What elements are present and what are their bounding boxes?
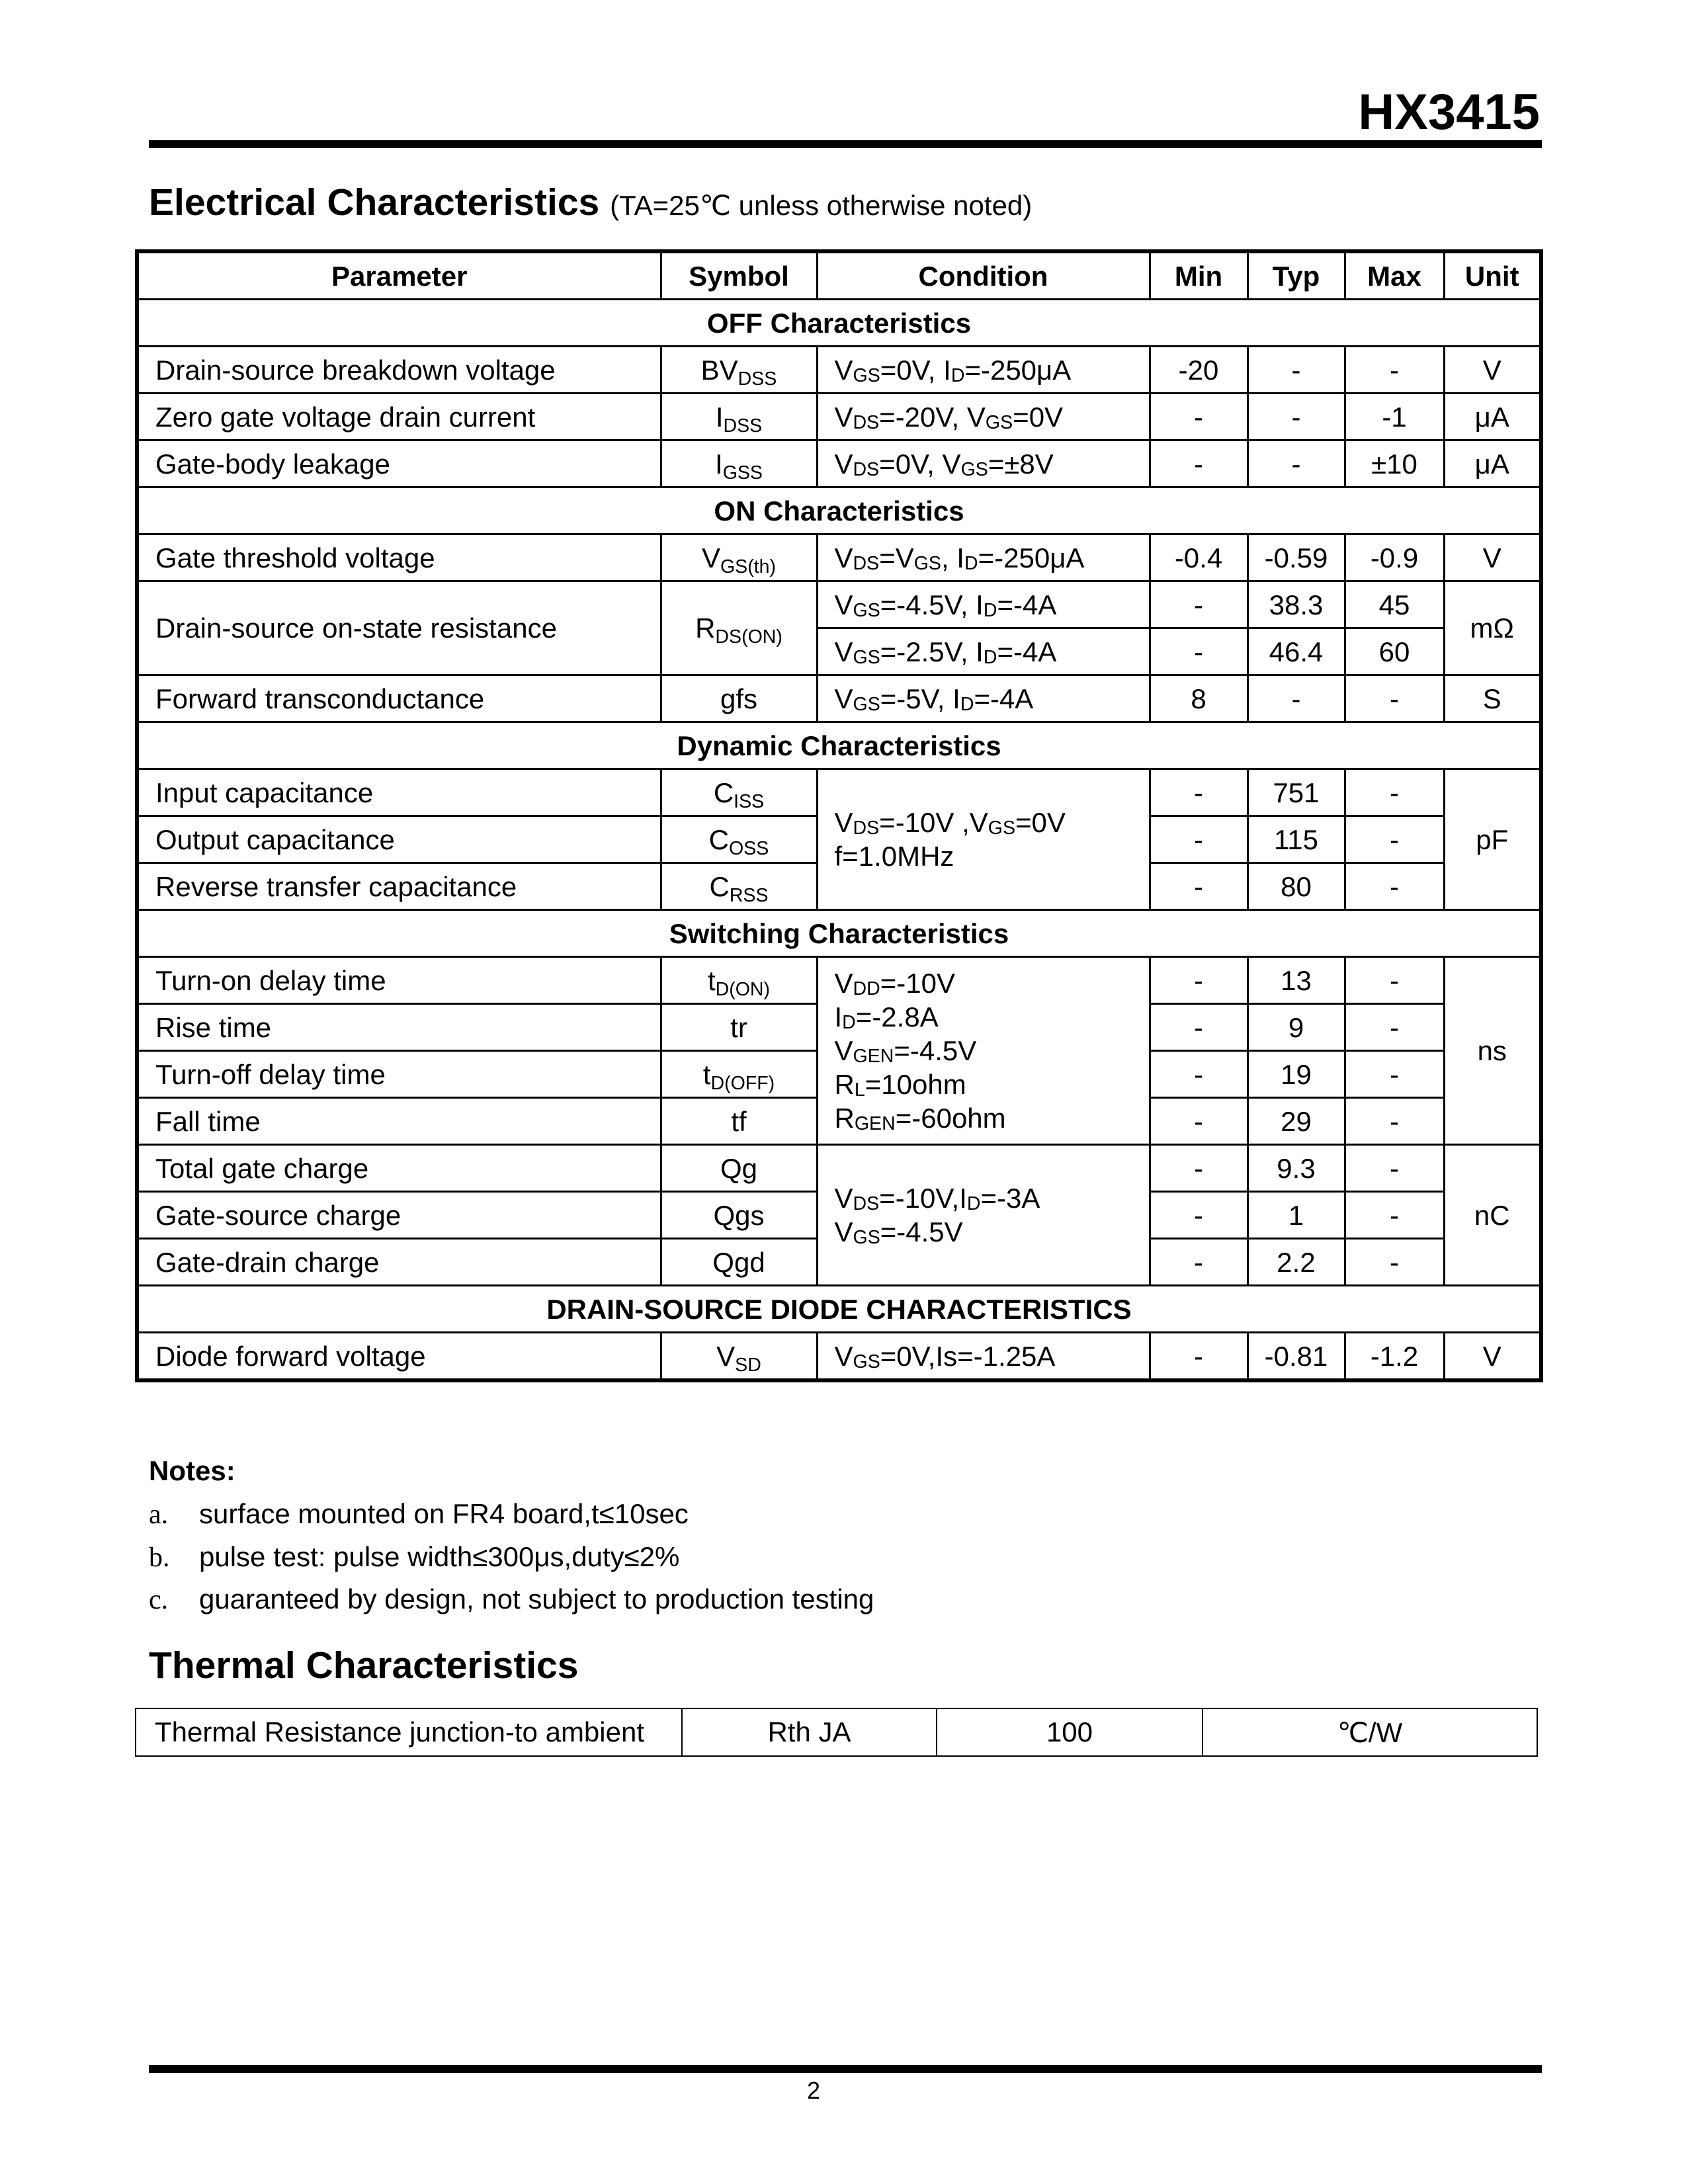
notes-title: Notes: (149, 1455, 235, 1486)
table-row (137, 581, 1541, 628)
symbol-cell (661, 441, 817, 487)
subscript-text: GS (988, 817, 1016, 839)
unit-cell: mΩ (1444, 581, 1541, 675)
condition-cell (817, 769, 1150, 910)
subscript-text: DS (853, 1193, 880, 1214)
parameter-cell: Output capacitance (137, 816, 661, 863)
section-header-row (137, 910, 1541, 957)
text-segment: V (834, 1340, 853, 1372)
subscript-text: DD (853, 978, 880, 999)
min-cell: - (1150, 1239, 1247, 1286)
section-title: ON Characteristics (137, 487, 1541, 534)
text-segment: , I (941, 542, 964, 573)
table-row (137, 675, 1541, 722)
min-cell: - (1150, 1192, 1247, 1239)
text-segment: V (834, 448, 853, 480)
text-segment: Qg (720, 1152, 758, 1184)
table-row (137, 394, 1541, 441)
part-number: HX3415 (1358, 84, 1540, 140)
page-number: 2 (806, 2077, 821, 2104)
text-segment: R (695, 612, 716, 644)
subscript-text: D (966, 1193, 981, 1214)
max-cell: ±10 (1345, 441, 1444, 487)
subscript-text: GS (853, 599, 880, 621)
condition-line (835, 447, 1149, 481)
typ-cell: - (1247, 675, 1345, 722)
parameter-cell: Diode forward voltage (137, 1333, 661, 1381)
condition-line (835, 400, 1149, 434)
thermal-symbol: Rth JA (682, 1708, 937, 1756)
symbol-cell (661, 816, 817, 863)
table-row (137, 1145, 1541, 1192)
subscript-text: GS (853, 693, 880, 715)
subscript-text: D(OFF) (710, 1072, 775, 1094)
condition-line (835, 966, 1149, 1000)
text-segment: =V (879, 542, 914, 573)
subscript-text: L (854, 1079, 865, 1101)
text-segment: I (834, 1001, 843, 1032)
condition-line (835, 806, 1149, 839)
symbol-cell (661, 394, 817, 441)
text-segment: V (834, 354, 853, 386)
thermal-param: Thermal Resistance junction-to ambient (136, 1708, 682, 1756)
text-segment: V (716, 1340, 736, 1372)
note-item (149, 1498, 689, 1531)
min-cell: -20 (1150, 347, 1247, 394)
subscript-text: ISS (734, 790, 765, 812)
condition-line (835, 541, 1149, 575)
condition-cell (817, 347, 1150, 394)
note-letter: b. (149, 1542, 170, 1573)
parameter-cell: Gate-body leakage (137, 441, 661, 487)
min-cell: - (1150, 1333, 1247, 1381)
typ-cell: 751 (1247, 769, 1345, 816)
symbol-cell (661, 675, 817, 722)
condition-cell (817, 628, 1150, 675)
text-segment: =-250μA (978, 542, 1085, 573)
symbol-cell (661, 863, 817, 910)
condition-line (835, 588, 1149, 622)
subscript-text: GS (913, 552, 941, 574)
max-cell: - (1345, 957, 1444, 1004)
condition-line (835, 353, 1149, 387)
symbol-cell (661, 1192, 817, 1239)
condition-line (835, 839, 1149, 873)
symbol-cell (661, 1333, 817, 1381)
symbol-cell (661, 534, 817, 581)
condition-cell (817, 394, 1150, 441)
table-row (137, 534, 1541, 581)
text-segment: =±8V (988, 448, 1054, 480)
text-segment: V (834, 1183, 853, 1214)
subscript-text: OSS (729, 837, 769, 859)
condition-line (835, 635, 1149, 669)
typ-cell: 19 (1247, 1051, 1345, 1098)
text-segment: =10ohm (865, 1069, 966, 1100)
note-text: pulse test: pulse width≤300μs,duty≤2% (199, 1541, 680, 1572)
table-row (137, 769, 1541, 816)
text-segment: t (702, 1058, 711, 1090)
subscript-text: D (960, 693, 974, 715)
max-cell: - (1345, 1239, 1444, 1286)
unit-cell: pF (1444, 769, 1541, 910)
typ-cell: 80 (1247, 863, 1345, 910)
condition-cell (817, 581, 1150, 628)
subscript-text: D (983, 599, 997, 621)
condition-line (835, 1000, 1149, 1034)
parameter-cell: Gate threshold voltage (137, 534, 661, 581)
column-header-unit: Unit (1444, 251, 1541, 300)
subscript-text: D(ON) (715, 978, 771, 1000)
max-cell: - (1345, 1098, 1444, 1145)
text-segment: =-10V ,V (879, 807, 988, 838)
subscript-text: GS (853, 646, 880, 668)
text-segment: C (708, 823, 730, 855)
table-row (137, 957, 1541, 1004)
text-segment: =-10V (880, 968, 955, 999)
parameter-cell: Zero gate voltage drain current (137, 394, 661, 441)
min-cell: - (1150, 1004, 1247, 1051)
subscript-text: GEN (854, 1113, 896, 1134)
text-segment: V (834, 683, 853, 714)
subscript-text: GS (853, 1226, 880, 1248)
subscript-text: RSS (729, 884, 769, 906)
text-segment: I (715, 401, 724, 433)
condition-cell (817, 675, 1150, 722)
min-cell: - (1150, 441, 1247, 487)
condition-cell (817, 441, 1150, 487)
subscript-text: GS(th) (720, 556, 777, 577)
table-row (137, 347, 1541, 394)
subscript-text: GSS (722, 462, 763, 483)
text-segment: tr (730, 1011, 747, 1043)
header-rule (149, 140, 1542, 148)
text-segment: =0V (1013, 401, 1064, 433)
text-segment: =0V, V (879, 448, 961, 480)
section-title: DRAIN-SOURCE DIODE CHARACTERISTICS (137, 1286, 1541, 1333)
text-segment: Qgs (713, 1199, 765, 1231)
min-cell: - (1150, 816, 1247, 863)
condition-cell (817, 957, 1150, 1145)
max-cell: - (1345, 863, 1444, 910)
section-title: Switching Characteristics (137, 910, 1541, 957)
section-header-row (137, 300, 1541, 347)
parameter-cell: Total gate charge (137, 1145, 661, 1192)
section-header-row (137, 487, 1541, 534)
parameter-cell: Input capacitance (137, 769, 661, 816)
text-segment: =-60ohm (895, 1103, 1006, 1134)
condition-cell (817, 534, 1150, 581)
footer-rule (149, 2065, 1542, 2073)
condition-line (835, 1068, 1149, 1101)
text-segment: V (701, 542, 720, 573)
symbol-cell (661, 347, 817, 394)
subscript-text: DSS (738, 368, 777, 390)
subscript-text: DS(ON) (715, 626, 782, 648)
parameter-cell: Drain-source breakdown voltage (137, 347, 661, 394)
unit-cell: μA (1444, 394, 1541, 441)
column-header-condition: Condition (817, 251, 1150, 300)
text-segment: =0V (1015, 807, 1066, 838)
subscript-text: GS (853, 1351, 880, 1372)
symbol-cell (661, 1145, 817, 1192)
min-cell: - (1150, 957, 1247, 1004)
text-segment: =-5V, I (880, 683, 960, 714)
min-cell: - (1150, 769, 1247, 816)
subscript-text: DSS (723, 415, 763, 437)
unit-cell: ns (1444, 957, 1541, 1145)
electrical-characteristics-table (135, 249, 1543, 1382)
parameter-cell: Turn-off delay time (137, 1051, 661, 1098)
unit-cell: μA (1444, 441, 1541, 487)
condition-line (835, 1181, 1149, 1215)
text-segment: =-4.5V, I (880, 589, 984, 620)
unit-cell: V (1444, 534, 1541, 581)
min-cell: - (1150, 1145, 1247, 1192)
subscript-text: DS (853, 411, 880, 433)
table-header-row (137, 251, 1541, 300)
unit-cell: V (1444, 1333, 1541, 1381)
max-cell: 45 (1345, 581, 1444, 628)
max-cell: - (1345, 1192, 1444, 1239)
column-header-symbol: Symbol (661, 251, 817, 300)
text-segment: V (834, 401, 853, 433)
typ-cell: 38.3 (1247, 581, 1345, 628)
typ-cell: 1 (1247, 1192, 1345, 1239)
section-header-row (137, 722, 1541, 769)
min-cell: - (1150, 628, 1247, 675)
condition-line (835, 1034, 1149, 1068)
text-segment: BV (700, 354, 738, 386)
text-segment: Qgd (712, 1246, 765, 1278)
subscript-text: GS (985, 411, 1013, 433)
max-cell: - (1345, 1004, 1444, 1051)
subscript-text: SD (735, 1354, 761, 1376)
min-cell: - (1150, 1098, 1247, 1145)
text-segment: R (834, 1103, 855, 1134)
text-segment: =-4.5V (894, 1035, 977, 1066)
thermal-title: Thermal Characteristics (149, 1644, 579, 1687)
symbol-cell (661, 957, 817, 1004)
text-segment: =-4.5V (880, 1216, 963, 1247)
min-cell: -0.4 (1150, 534, 1247, 581)
max-cell: -1 (1345, 394, 1444, 441)
thermal-table (135, 1708, 1538, 1757)
symbol-cell (661, 1239, 817, 1286)
text-segment: f=1.0MHz (834, 841, 954, 872)
parameter-cell: Forward transconductance (137, 675, 661, 722)
condition-line (835, 1339, 1149, 1373)
typ-cell: -0.59 (1247, 534, 1345, 581)
typ-cell: 9.3 (1247, 1145, 1345, 1192)
text-segment: V (834, 589, 853, 620)
subscript-text: GS (853, 364, 880, 386)
typ-cell: 2.2 (1247, 1239, 1345, 1286)
note-item (149, 1583, 874, 1616)
section-title-main: Electrical Characteristics (149, 181, 600, 224)
text-segment: C (709, 870, 730, 902)
subscript-text: DS (853, 817, 880, 839)
subscript-text: GS (960, 458, 988, 480)
section-title: Dynamic Characteristics (137, 722, 1541, 769)
text-segment: =0V,Is=-1.25A (880, 1340, 1056, 1372)
subscript-text: DS (853, 552, 880, 574)
text-segment: V (834, 1035, 853, 1066)
text-segment: V (834, 542, 853, 573)
min-cell: - (1150, 581, 1247, 628)
note-text: surface mounted on FR4 board,t≤10sec (199, 1498, 689, 1529)
unit-cell: V (1444, 347, 1541, 394)
section-header-row (137, 1286, 1541, 1333)
subscript-text: D (950, 364, 965, 386)
section-title-condition: (TA=25℃ unless otherwise noted) (610, 190, 1033, 221)
symbol-cell (661, 1051, 817, 1098)
typ-cell: - (1247, 441, 1345, 487)
table-row (136, 1708, 1537, 1756)
max-cell: - (1345, 1145, 1444, 1192)
text-segment: V (834, 807, 853, 838)
text-segment: V (834, 1216, 853, 1247)
parameter-cell: Drain-source on-state resistance (137, 581, 661, 675)
text-segment: =-2.5V, I (880, 636, 984, 667)
note-text: guaranteed by design, not subject to production testing (199, 1583, 874, 1615)
table-row (137, 441, 1541, 487)
section-title-electrical (149, 181, 1033, 224)
typ-cell: - (1247, 394, 1345, 441)
max-cell: - (1345, 675, 1444, 722)
symbol-cell (661, 1098, 817, 1145)
subscript-text: D (842, 1011, 856, 1033)
max-cell: -0.9 (1345, 534, 1444, 581)
subscript-text: D (983, 646, 997, 668)
text-segment: =-2.8A (855, 1001, 939, 1032)
text-segment: V (834, 636, 853, 667)
text-segment: =-4A (974, 683, 1034, 714)
typ-cell: - (1247, 347, 1345, 394)
text-segment: =-10V,I (879, 1183, 967, 1214)
text-segment: I (715, 448, 723, 480)
subscript-text: DS (853, 458, 880, 480)
max-cell: 60 (1345, 628, 1444, 675)
parameter-cell: Reverse transfer capacitance (137, 863, 661, 910)
column-header-min: Min (1150, 251, 1247, 300)
subscript-text: D (964, 552, 978, 574)
text-segment: t (707, 964, 716, 996)
note-letter: a. (149, 1499, 169, 1530)
text-segment: =-4A (997, 589, 1057, 620)
max-cell: - (1345, 1051, 1444, 1098)
typ-cell: 13 (1247, 957, 1345, 1004)
typ-cell: 9 (1247, 1004, 1345, 1051)
subscript-text: GEN (853, 1045, 894, 1067)
unit-cell: S (1444, 675, 1541, 722)
column-header-max: Max (1345, 251, 1444, 300)
text-segment: =-4A (997, 636, 1057, 667)
parameter-cell: Gate-drain charge (137, 1239, 661, 1286)
parameter-cell: Gate-source charge (137, 1192, 661, 1239)
parameter-cell: Rise time (137, 1004, 661, 1051)
min-cell: - (1150, 863, 1247, 910)
symbol-cell (661, 581, 817, 675)
symbol-cell (661, 1004, 817, 1051)
min-cell: - (1150, 394, 1247, 441)
text-segment: =-20V, V (879, 401, 986, 433)
text-segment: gfs (720, 683, 758, 714)
typ-cell: 115 (1247, 816, 1345, 863)
column-header-parameter: Parameter (137, 251, 661, 300)
max-cell: - (1345, 816, 1444, 863)
thermal-unit: ℃/W (1203, 1708, 1537, 1756)
text-segment: C (713, 777, 734, 808)
text-segment: tf (731, 1105, 747, 1137)
note-item (149, 1541, 679, 1574)
parameter-cell: Fall time (137, 1098, 661, 1145)
condition-line (835, 1101, 1149, 1135)
condition-line (835, 682, 1149, 716)
unit-cell: nC (1444, 1145, 1541, 1286)
note-letter: c. (149, 1585, 169, 1615)
typ-cell: 29 (1247, 1098, 1345, 1145)
symbol-cell (661, 769, 817, 816)
condition-cell (817, 1333, 1150, 1381)
typ-cell: -0.81 (1247, 1333, 1345, 1381)
condition-cell (817, 1145, 1150, 1286)
max-cell: - (1345, 769, 1444, 816)
min-cell: 8 (1150, 675, 1247, 722)
condition-line (835, 1215, 1149, 1249)
column-header-typ: Typ (1247, 251, 1345, 300)
text-segment: =-250μA (964, 354, 1072, 386)
table-row (137, 1333, 1541, 1381)
text-segment: V (834, 968, 853, 999)
max-cell: - (1345, 347, 1444, 394)
text-segment: R (834, 1069, 855, 1100)
text-segment: =-3A (980, 1183, 1040, 1214)
section-title: OFF Characteristics (137, 300, 1541, 347)
min-cell: - (1150, 1051, 1247, 1098)
text-segment: =0V, I (880, 354, 951, 386)
max-cell: -1.2 (1345, 1333, 1444, 1381)
typ-cell: 46.4 (1247, 628, 1345, 675)
parameter-cell: Turn-on delay time (137, 957, 661, 1004)
thermal-value: 100 (937, 1708, 1203, 1756)
